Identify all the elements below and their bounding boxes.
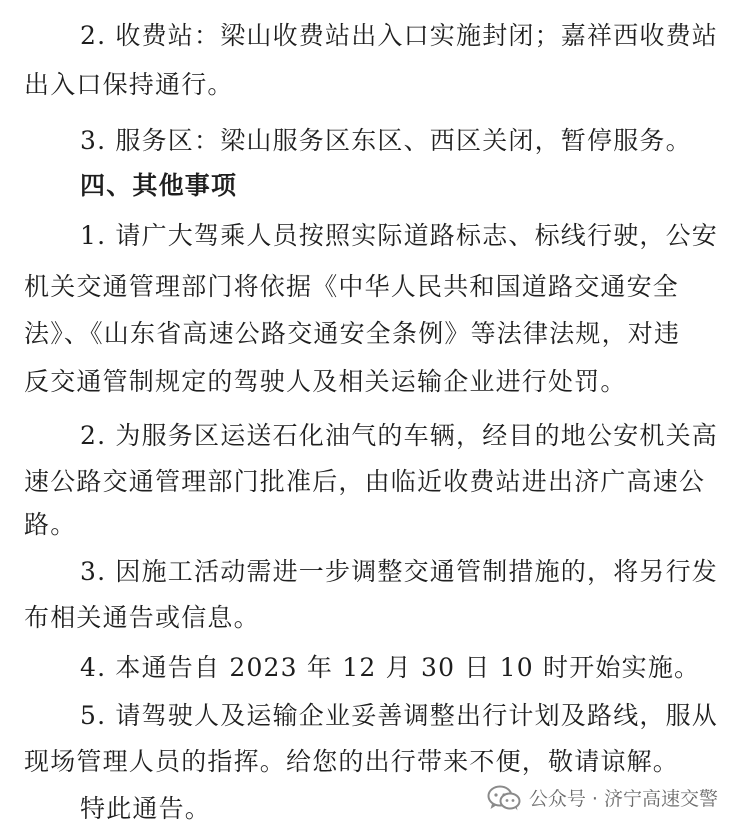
text-line: 3. 服务区：梁山服务区东区、西区关闭，暂停服务。 — [80, 126, 692, 155]
section-heading: 四、其他事项 — [80, 171, 238, 200]
text-line: 2. 为服务区运送石化油气的车辆，经目的地公安机关高 — [80, 421, 719, 450]
closing-line: 特此通告。 — [80, 794, 212, 823]
text-line: 反交通管制规定的驾驶人及相关运输企业进行处罚。 — [24, 367, 627, 396]
text-line: 2. 收费站：梁山收费站出入口实施封闭；嘉祥西收费站 — [80, 21, 719, 50]
wechat-watermark — [487, 784, 718, 811]
wechat-icon — [487, 785, 521, 811]
text-line: 法》、《山东省高速公路交通安全条例》等法律法规，对违 — [24, 319, 681, 348]
text-line: 布相关通告或信息。 — [24, 603, 260, 632]
text-line: 1. 请广大驾乘人员按照实际道路标志、标线行驶，公安 — [80, 221, 719, 250]
text-line: 机关交通管理部门将依据《中华人民共和国道路交通安全 — [24, 272, 680, 301]
text-line: 5. 请驾驶人及运输企业妥善调整出行计划及路线，服从 — [80, 701, 719, 730]
text-line: 速公路交通管理部门批准后，由临近收费站进出济广高速公 — [24, 467, 706, 496]
watermark-text: 公众号 · 济宁高速交警 — [528, 788, 718, 810]
text-line: 出入口保持通行。 — [24, 70, 234, 99]
text-line: 3. 因施工活动需进一步调整交通管制措施的，将另行发 — [80, 557, 719, 586]
text-line: 现场管理人员的指挥。给您的出行带来不便，敬请谅解。 — [24, 747, 680, 776]
text-line: 路。 — [24, 510, 77, 539]
text-line: 4. 本通告自 2023 年 12 月 30 日 10 时开始实施。 — [80, 653, 701, 682]
